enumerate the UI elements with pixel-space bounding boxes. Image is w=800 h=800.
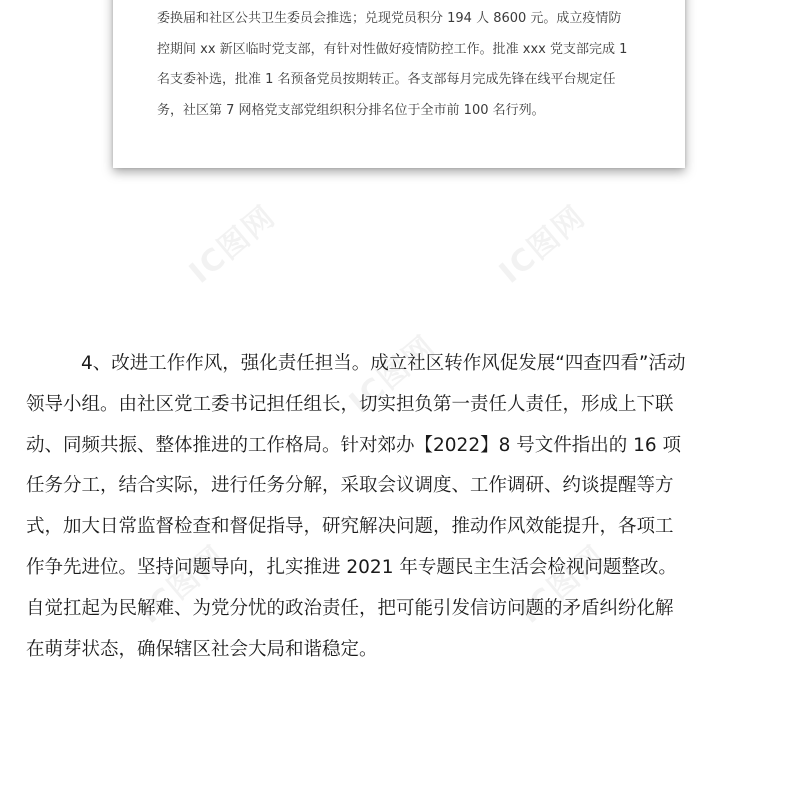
watermark-logo: IC图网 bbox=[512, 538, 613, 631]
watermark-logo: IC图网 bbox=[342, 328, 443, 421]
card-paragraph bbox=[157, 4, 657, 126]
watermark-logo: IC图网 bbox=[182, 198, 283, 291]
text-card bbox=[113, 0, 685, 168]
body-line: 自觉扛起为民解难、为党分忧的政治责任，把可能引发信访问题的矛盾纠纷化解 bbox=[26, 597, 674, 619]
body-line: 领导小组。由社区党工委书记担任组长，切实担负第一责任人责任，形成上下联 bbox=[26, 393, 674, 415]
body-line: 4、改进工作作风，强化责任担当。成立社区转作风促发展“四查四看”活动 bbox=[81, 353, 686, 374]
card-line: 名支委补选，批准 1 名预备党员按期转正。各支部每月完成先锋在线平台规定任 bbox=[157, 72, 616, 87]
body-paragraph bbox=[26, 344, 786, 670]
body-line: 作争先进位。坚持问题导向，扎实推进 2021 年专题民主生活会检视问题整改。 bbox=[26, 556, 677, 578]
body-line: 动、同频共振、整体推进的工作格局。针对郊办【2022】8 号文件指出的 16 项 bbox=[26, 434, 682, 456]
body-line: 任务分工，结合实际，进行任务分解，采取会议调度、工作调研、约谈提醒等方 bbox=[26, 475, 674, 497]
watermark-logo: IC图网 bbox=[132, 538, 233, 631]
card-line: 委换届和社区公共卫生委员会推选；兑现党员积分 194 人 8600 元。成立疫情防 bbox=[157, 11, 622, 26]
body-line: 在萌芽状态，确保辖区社会大局和谐稳定。 bbox=[26, 638, 378, 660]
body-line: 式，加大日常监督检查和督促指导，研究解决问题，推动作风效能提升，各项工 bbox=[26, 516, 674, 538]
watermark-logo: IC图网 bbox=[492, 198, 593, 291]
card-line: 务，社区第 7 网格党支部党组织积分排名位于全市前 100 名行列。 bbox=[157, 102, 545, 118]
card-line: 控期间 xx 新区临时党支部，有针对性做好疫情防控工作。批准 xxx 党支部完成 1 bbox=[157, 41, 628, 57]
